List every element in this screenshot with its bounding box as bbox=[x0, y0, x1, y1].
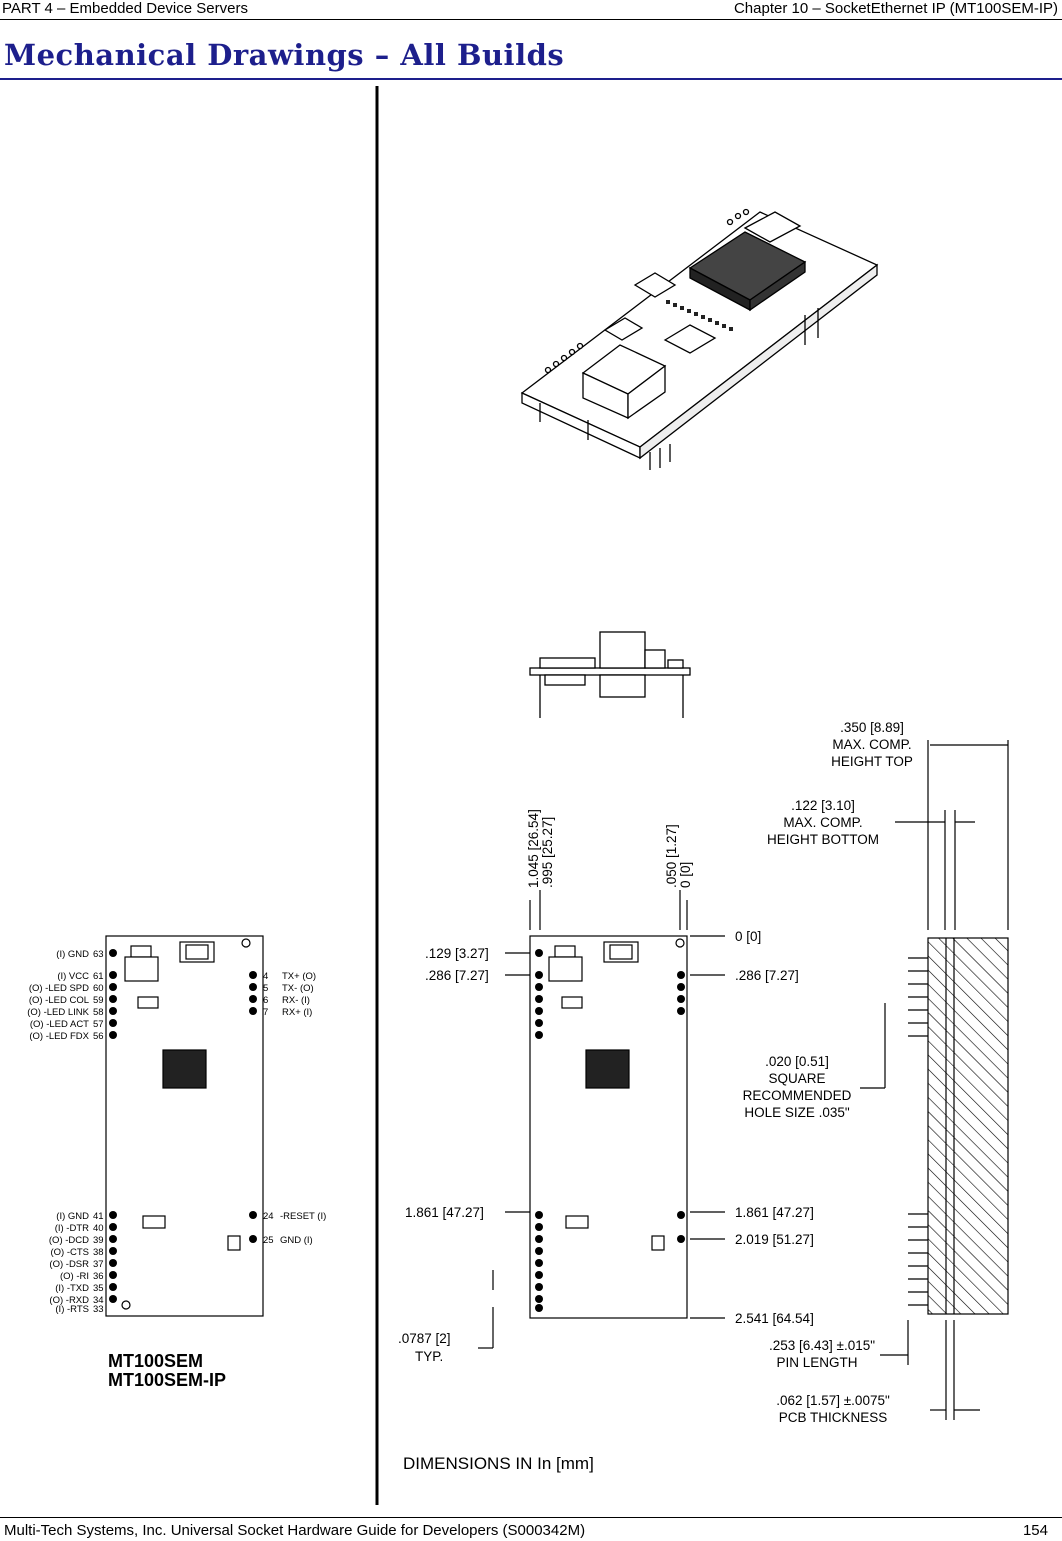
pin-label: GND (I) bbox=[280, 1235, 313, 1246]
mechanical-drawing bbox=[0, 80, 1062, 1521]
pin-number: 35 bbox=[93, 1283, 104, 1294]
pin-label: RX- (I) bbox=[282, 995, 310, 1006]
dim-comp-bot-2: MAX. COMP. bbox=[783, 815, 863, 830]
pin-number: 58 bbox=[93, 1007, 104, 1018]
dim-995: .995 [25.27] bbox=[540, 816, 555, 888]
pin-number: 61 bbox=[93, 971, 104, 982]
dim-hole: .020 [0.51] bbox=[765, 1054, 829, 1069]
page-header bbox=[0, 0, 1062, 20]
pin-number: 38 bbox=[93, 1247, 104, 1258]
dim-hole-3: RECOMMENDED bbox=[742, 1088, 852, 1103]
board-side-view bbox=[530, 632, 690, 718]
pin-number: 4 bbox=[263, 971, 269, 982]
pin-label: (O) -RI bbox=[59, 1271, 89, 1282]
page-title: Mechanical Drawings – All Builds bbox=[4, 38, 565, 72]
dim-2019: 2.019 [51.27] bbox=[735, 1232, 814, 1247]
pin-number: 57 bbox=[93, 1019, 104, 1030]
pin-label: (I) VCC bbox=[57, 971, 89, 982]
dim-0-top: 0 [0] bbox=[678, 861, 693, 888]
board-3d-view bbox=[522, 210, 877, 471]
dim-pin-length: .253 [6.43] ±.015" bbox=[768, 1338, 876, 1353]
dim-1861-right: 1.861 [47.27] bbox=[735, 1205, 814, 1220]
dimension-board bbox=[530, 936, 687, 1318]
page-number: 154 bbox=[1022, 1522, 1048, 1539]
pin-label: RX+ (I) bbox=[282, 1007, 313, 1018]
dim-pin-length-2: PIN LENGTH bbox=[776, 1355, 858, 1370]
dim-0: 0 [0] bbox=[735, 929, 762, 944]
pin-number: 36 bbox=[93, 1271, 104, 1282]
dim-comp-bot: .122 [3.10] bbox=[791, 798, 855, 813]
pin-number: 60 bbox=[93, 983, 104, 994]
model-name-ip: MT100SEM-IP bbox=[108, 1370, 227, 1390]
dim-hole-2: SQUARE bbox=[768, 1071, 826, 1086]
pin-label: -RESET (I) bbox=[280, 1211, 327, 1222]
header-chapter: Chapter 10 – SocketEthernet IP (MT100SEM-IP) bbox=[733, 0, 1058, 17]
pin-number: 59 bbox=[93, 995, 104, 1006]
pin-label: (I) GND bbox=[56, 1211, 89, 1222]
dim-050: .050 [1.27] bbox=[664, 824, 679, 888]
dim-hole-4: HOLE SIZE .035" bbox=[744, 1105, 850, 1120]
pin-number: 63 bbox=[93, 949, 104, 960]
pin-number: 39 bbox=[93, 1235, 104, 1246]
pin-number: 5 bbox=[263, 983, 269, 994]
profile-view bbox=[860, 740, 1008, 1420]
dim-286-left: .286 [7.27] bbox=[425, 968, 489, 983]
dim-comp-bot-3: HEIGHT BOTTOM bbox=[766, 832, 880, 847]
pin-label: (I) GND bbox=[56, 949, 89, 960]
pin-number: 33 bbox=[93, 1304, 104, 1315]
pin-label: (O) -LED LINK bbox=[27, 1007, 89, 1018]
dim-286-right: .286 [7.27] bbox=[735, 968, 799, 983]
pin-number: 37 bbox=[93, 1259, 104, 1270]
pinout-board bbox=[106, 936, 263, 1316]
page-footer bbox=[0, 1517, 1062, 1539]
pin-label: TX+ (O) bbox=[282, 971, 317, 982]
pin-number: 40 bbox=[93, 1223, 104, 1234]
pin-number: 41 bbox=[93, 1211, 104, 1222]
pin-label: (O) -LED COL bbox=[28, 995, 89, 1006]
pin-label: TX- (O) bbox=[282, 983, 314, 994]
dim-pcb-2: PCB THICKNESS bbox=[778, 1410, 888, 1425]
pin-label: (O) -LED ACT bbox=[29, 1019, 89, 1030]
pin-label: (O) -DSR bbox=[49, 1259, 89, 1270]
dim-comp-top-3: HEIGHT TOP bbox=[831, 754, 913, 769]
dim-129: .129 [3.27] bbox=[425, 946, 489, 961]
pin-number: 56 bbox=[93, 1031, 104, 1042]
dim-pcb: .062 [1.57] ±.0075" bbox=[776, 1393, 890, 1408]
pin-number: 6 bbox=[263, 995, 269, 1006]
pin-label: (I) -DTR bbox=[54, 1223, 89, 1234]
pin-label: (O) -RXD bbox=[49, 1295, 89, 1306]
dim-comp-top: .350 [8.89] bbox=[840, 720, 904, 735]
pin-label: (O) -CTS bbox=[50, 1247, 89, 1258]
pin-number: 34 bbox=[93, 1295, 104, 1306]
pin-label: (O) -DCD bbox=[48, 1235, 89, 1246]
footer-doc: Multi-Tech Systems, Inc. Universal Socket Hardware Guide for Developers (S000342M) bbox=[4, 1522, 586, 1539]
pin-label: (I) -TXD bbox=[55, 1283, 89, 1294]
pin-label: (O) -LED SPD bbox=[28, 983, 89, 994]
dim-1045: 1.045 [26.54] bbox=[526, 809, 541, 888]
header-part: PART 4 – Embedded Device Servers bbox=[2, 0, 248, 17]
pin-number: 24 bbox=[263, 1211, 274, 1222]
dim-comp-top-2: MAX. COMP. bbox=[832, 737, 912, 752]
pin-label: (I) -RTS bbox=[55, 1304, 89, 1315]
pin-number: 7 bbox=[263, 1007, 269, 1018]
pin-label: (O) -LED FDX bbox=[29, 1031, 89, 1042]
dim-pitch-typ: TYP. bbox=[415, 1349, 444, 1364]
pin-number: 25 bbox=[263, 1235, 274, 1246]
dim-1861-left: 1.861 [47.27] bbox=[405, 1205, 484, 1220]
units-note: DIMENSIONS IN In [mm] bbox=[403, 1454, 594, 1473]
dim-2541: 2.541 [64.54] bbox=[735, 1311, 814, 1326]
dim-pitch: .0787 [2] bbox=[398, 1331, 451, 1346]
model-name: MT100SEM bbox=[108, 1351, 204, 1371]
